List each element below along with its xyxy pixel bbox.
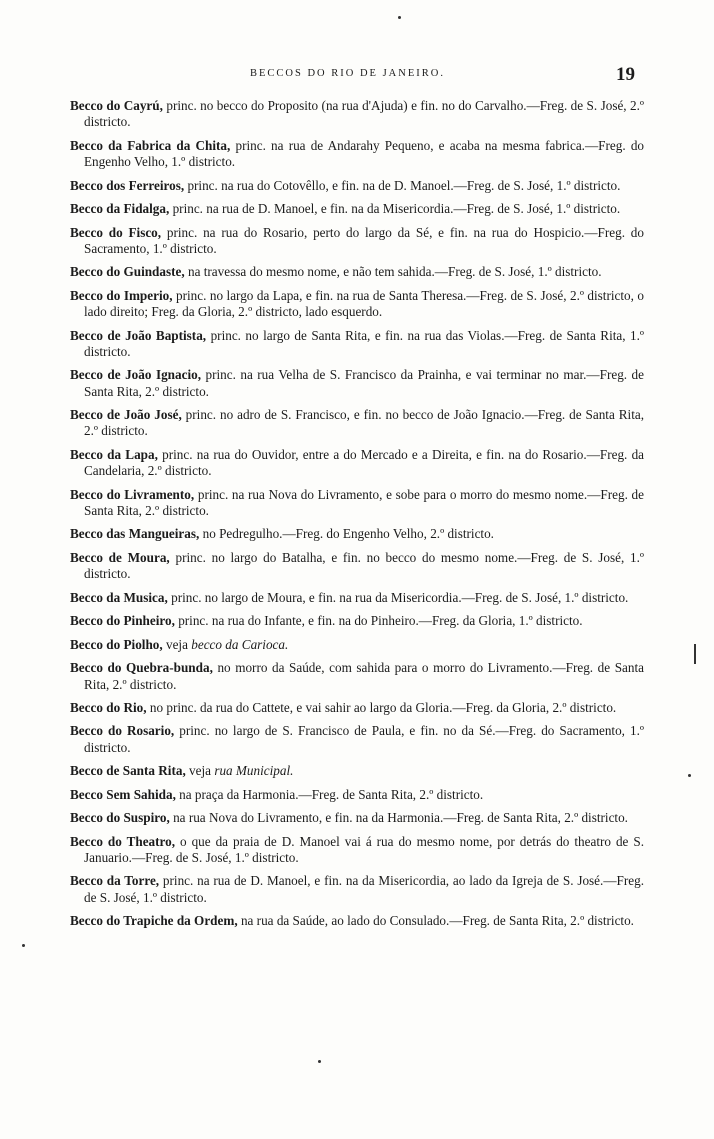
entry [70, 550, 644, 583]
entry-cross-reference: rua Municipal. [214, 763, 294, 779]
margin-mark-bottom [318, 1060, 321, 1063]
entry-list [70, 98, 644, 937]
entry-cross-reference: becco da Carioca. [191, 636, 289, 652]
entry-text: na travessa do mesmo nome, e não tem sahida.—Freg. de S. José, 1.º districto. [187, 264, 602, 280]
entry-heading: Becco da Torre, [70, 873, 160, 889]
entry [70, 98, 644, 131]
entry [70, 225, 644, 258]
entry-text: princ. na rua de D. Manoel, e fin. na da Misericordia.—Freg. de S. José, 1.º districto. [172, 201, 621, 217]
entry-text: princ. no adro de S. Francisco, e fin. no becco de João Ignacio.—Freg. de Santa Rita, 2.º districto. [84, 407, 645, 439]
entry-text: princ. na rua de Andarahy Pequeno, e acaba na mesma fabrica.—Freg. do Engenho Velho, 1.º districto. [84, 137, 645, 170]
entry-heading: Becco dos Ferreiros, [70, 177, 185, 193]
margin-mark-top [398, 16, 401, 19]
entry-text: no princ. da rua do Cattete, e vai sahir ao largo da Gloria.—Freg. da Gloria, 2.º districto. [149, 699, 617, 715]
entry-text: princ. no becco do Proposito (na rua d'Ajuda) e fin. no do Carvalho.—Freg. de S. José, 2.º districto. [84, 98, 644, 130]
entry [70, 913, 644, 929]
entry-heading: Becco Sem Sahida, [70, 786, 176, 802]
entry [70, 138, 644, 171]
entry-text: veja [165, 636, 188, 652]
entry-heading: Becco de Moura, [70, 549, 170, 565]
entry-text: na rua da Saúde, ao lado do Consulado.—Freg. de Santa Rita, 2.º districto. [240, 913, 634, 929]
entry-heading: Becco do Quebra-bunda, [70, 660, 213, 676]
entry-heading: Becco do Fisco, [70, 224, 162, 240]
entry [70, 367, 644, 400]
entry [70, 447, 644, 480]
entry-heading: Becco de Santa Rita, [70, 763, 186, 779]
entry [70, 787, 644, 803]
entry-heading: Becco do Suspiro, [70, 810, 170, 826]
page-number: 19 [616, 64, 635, 85]
entry-text: na praça da Harmonia.—Freg. de Santa Rita, 2.º districto. [179, 786, 484, 802]
entry [70, 700, 644, 716]
running-title: BECCOS DO RIO DE JANEIRO. [250, 68, 445, 79]
entry-heading: Becco da Fabrica da Chita, [70, 137, 231, 153]
entry [70, 288, 644, 321]
entry-text: princ. na rua de D. Manoel, e fin. na da Misericordia, ao lado da Igreja de S. José.—Freg. de S. José, 1.º districto. [84, 873, 644, 905]
entry-heading: Becco do Guindaste, [70, 264, 185, 280]
entry-text: princ. na rua Velha de S. Francisco da Prainha, e vai terminar no mar.—Freg. de Santa Rita, 2.º districto. [84, 367, 645, 399]
entry-heading: Becco do Theatro, [70, 833, 176, 849]
entry-text: princ. na rua do Infante, e fin. na do Pinheiro.—Freg. da Gloria, 1.º districto. [178, 613, 583, 629]
entry-text: princ. na rua do Rosario, perto do largo da Sé, e fin. na rua do Hospicio.—Freg. do Sacramento, 1.º districto. [84, 224, 644, 256]
entry-text: princ. no largo da Lapa, e fin. na rua de Santa Theresa.—Freg. de S. José, 2.º districto, o lado direito; Freg. da Gloria, 2.º districto, lado esquerdo. [84, 287, 645, 320]
entry-heading: Becco do Trapiche da Ordem, [70, 913, 238, 929]
entry-text: no Pedregulho.—Freg. do Engenho Velho, 2.º districto. [202, 526, 494, 542]
entry [70, 590, 644, 606]
entry-heading: Becco do Cayrú, [70, 98, 163, 113]
entry [70, 810, 644, 826]
page-header [0, 64, 714, 86]
entry-heading: Becco das Mangueiras, [70, 526, 200, 542]
margin-mark-right [688, 774, 691, 777]
entry-heading: Becco de João José, [70, 407, 182, 423]
entry-heading: Becco do Rosario, [70, 723, 175, 739]
entry-heading: Becco de João Baptista, [70, 327, 207, 343]
entry-text: princ. no largo de Moura, e fin. na rua da Misericordia.—Freg. de S. José, 1.º districto. [171, 589, 629, 605]
margin-mark-left [22, 944, 25, 947]
entry [70, 834, 644, 867]
entry-heading: Becco de João Ignacio, [70, 367, 202, 383]
entry [70, 660, 644, 693]
entry-heading: Becco do Livramento, [70, 486, 195, 502]
entry [70, 201, 644, 217]
margin-bar [694, 644, 696, 664]
entry [70, 873, 644, 906]
entry-text: veja [189, 763, 212, 779]
entry [70, 487, 644, 520]
entry-heading: Becco do Piolho, [70, 636, 163, 652]
entry [70, 526, 644, 542]
entry-text: princ. na rua do Cotovêllo, e fin. na de D. Manoel.—Freg. de S. José, 1.º districto. [187, 177, 621, 193]
entry-text: princ. na rua do Ouvidor, entre a do Mercado e a Direita, e fin. na do Rosario.—Freg. da Candelaria, 2.º districto. [84, 446, 645, 479]
entry-heading: Becco do Pinheiro, [70, 613, 175, 629]
entry [70, 264, 644, 280]
entry-heading: Becco do Rio, [70, 699, 147, 715]
entry-text: princ. no largo de Santa Rita, e fin. na rua das Violas.—Freg. de Santa Rita, 1.º districto. [84, 327, 644, 359]
entry [70, 637, 644, 653]
entry-text: princ. no largo de S. Francisco de Paula, e fin. no da Sé.—Freg. do Sacramento, 1.º districto. [84, 723, 644, 755]
entry-text: no morro da Saúde, com sahida para o morro do Livramento.—Freg. de Santa Rita, 2.º districto. [84, 660, 644, 692]
entry [70, 613, 644, 629]
entry [70, 178, 644, 194]
entry-heading: Becco da Lapa, [70, 446, 158, 462]
entry [70, 328, 644, 361]
entry-text: princ. na rua Nova do Livramento, e sobe para o morro do mesmo nome.—Freg. de Santa Rita, 2.º districto. [84, 486, 644, 518]
entry-text: o que da praia de D. Manoel vai á rua do mesmo nome, por detrás do theatro de S. Januario.—Freg. de S. José, 1.º districto. [84, 833, 644, 865]
entry [70, 407, 644, 440]
entry [70, 723, 644, 756]
entry-text: princ. no largo do Batalha, e fin. no becco do mesmo nome.—Freg. de S. José, 1.º districto. [84, 549, 644, 582]
entry-heading: Becco da Fidalga, [70, 201, 170, 217]
entry-heading: Becco do Imperio, [70, 287, 173, 303]
entry [70, 763, 644, 779]
entry-heading: Becco da Musica, [70, 589, 168, 605]
entry-text: na rua Nova do Livramento, e fin. na da Harmonia.—Freg. de Santa Rita, 2.º districto. [173, 810, 628, 826]
